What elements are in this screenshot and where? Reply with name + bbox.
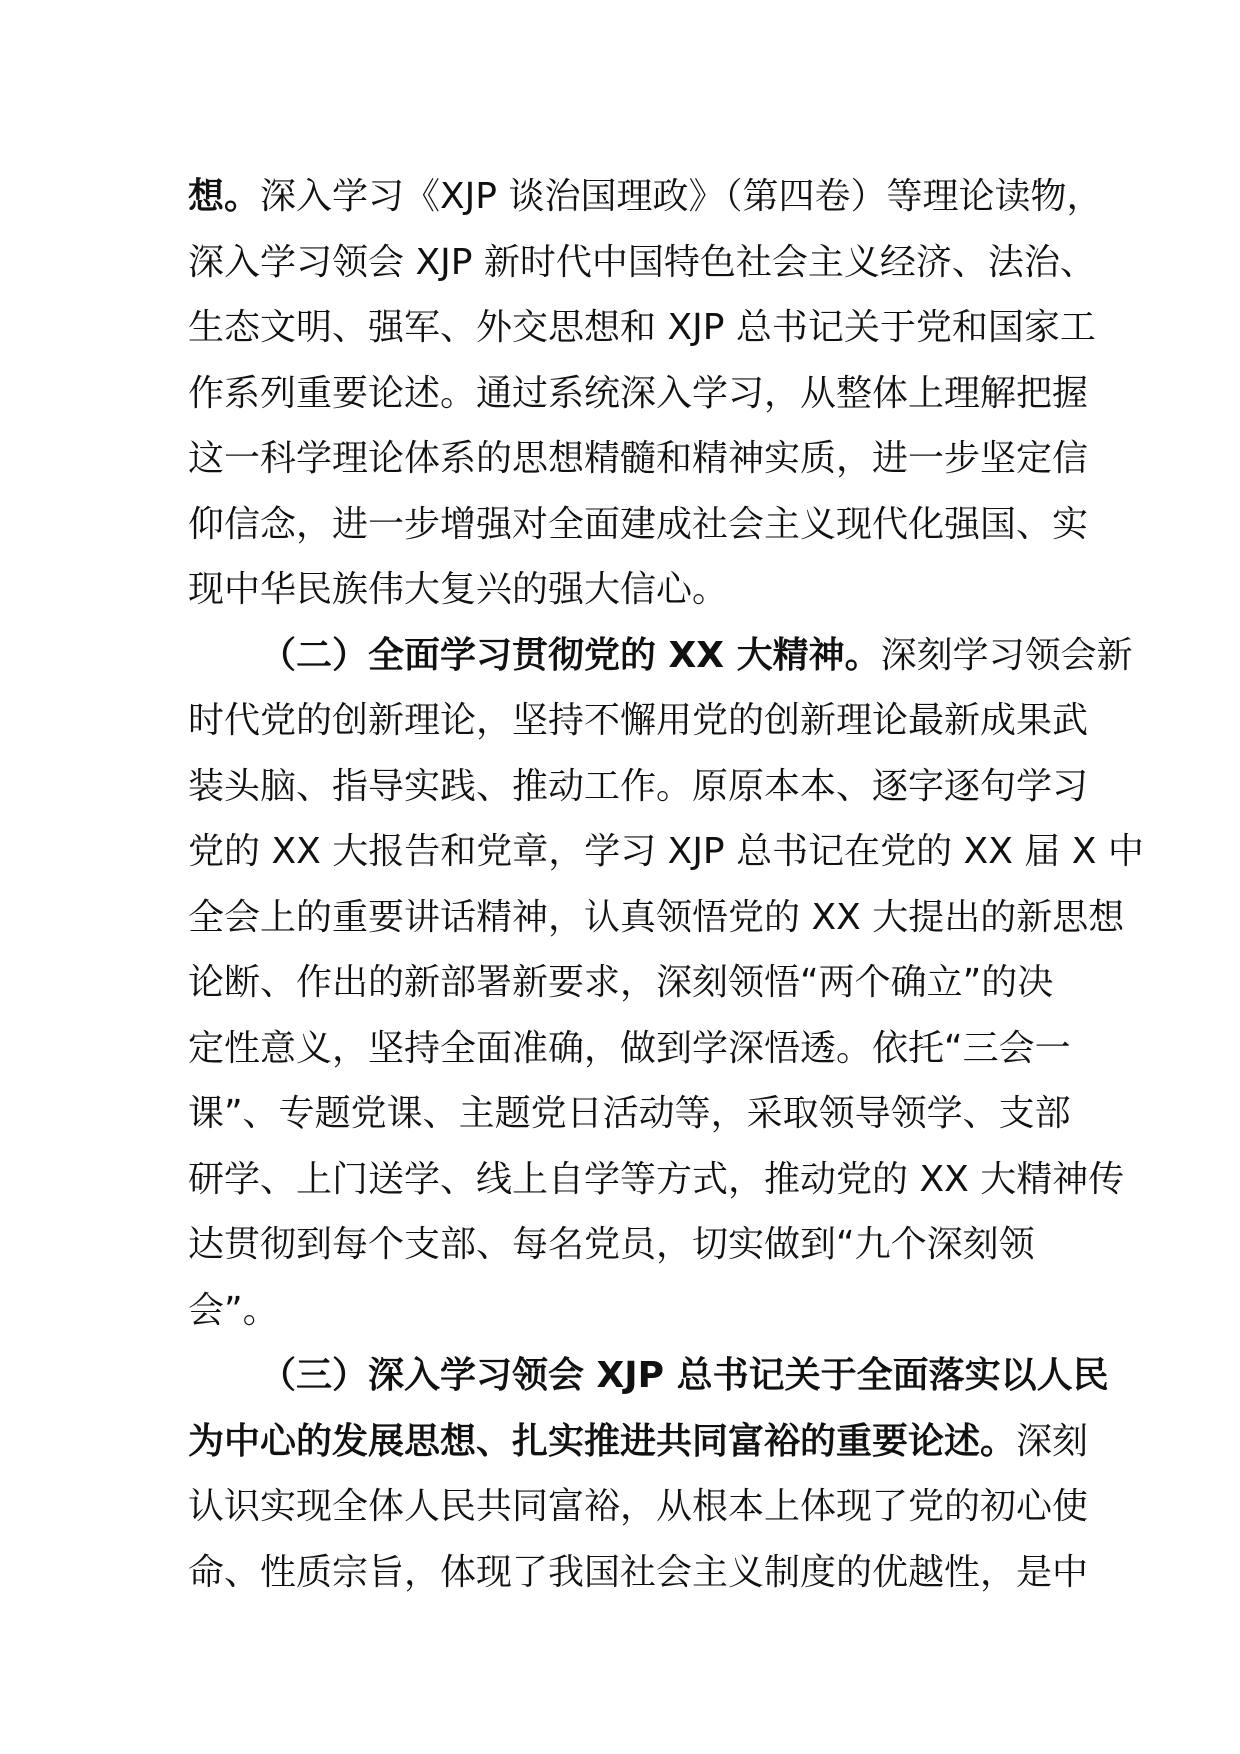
paragraph-1-line: 生态文明、强军、外交思想和 XJP 总书记关于党和国家工 [188,307,1096,348]
document-body [188,164,1144,1605]
paragraph-3-line: 认识实现全体人民共同富裕，从根本上体现了党的初心使 [188,1486,1089,1527]
paragraph-2-line: 课”、专题党课、主题党日活动等，采取领导领学、支部 [188,1093,1071,1134]
paragraph-3-line-2-text: 深刻 [1016,1420,1089,1462]
paragraph-2-heading: （二）全面学习贯彻党的 XX 大精神。 [260,634,881,676]
paragraph-2-line: 全会上的重要讲话精神，认真领悟党的 XX 大提出的新思想 [188,896,1125,938]
paragraph-2-line: 定性意义，坚持全面准确，做到学深悟透。依托“三会一 [188,1027,1071,1069]
paragraph-2-line-1-text: 深刻学习领会新 [880,634,1133,676]
paragraph-2-line: 会”。 [188,1289,279,1331]
paragraph-3-heading-line-1: （三）深入学习领会 XJP 总书记关于全面落实以人民 [260,1355,1109,1396]
paragraph-1-line-1-text: 深入学习《XJP 谈治国理政》（第四卷）等理论读物， [260,176,1103,217]
paragraph-2-line: 论断、作出的新部署新要求，深刻领悟“两个确立”的决 [188,962,1054,1003]
paragraph-2-line: 时代党的创新理论，坚持不懈用党的创新理论最新成果武 [188,700,1089,741]
paragraph-1-line: 作系列重要论述。通过系统深入学习，从整体上理解把握 [188,372,1089,414]
paragraph-2-line: 达贯彻到每个支部、每名党员，切实做到“九个深刻领 [188,1224,1035,1265]
paragraph-2-line: 研学、上门送学、线上自学等方式，推动党的 XX 大精神传 [188,1158,1125,1200]
paragraph-2-line: 党的 XX 大报告和党章，学习 XJP 总书记在党的 XX 届 X 中 [188,831,1144,872]
paragraph-1-line: 这一科学理论体系的思想精髓和精神实质，进一步坚定信 [188,438,1089,479]
paragraph-1-line: 深入学习领会 XJP 新时代中国特色社会主义经济、法治、 [188,241,1096,283]
paragraph-1-bold-end: 想。 [188,176,261,217]
paragraph-2-line: 装头脑、指导实践、推动工作。原原本本、逐字逐句学习 [188,765,1089,807]
paragraph-2-line-1 [188,623,1133,689]
paragraph-3-heading-line-2: 为中心的发展思想、扎实推进共同富裕的重要论述。 [188,1420,1017,1462]
paragraph-1-line: 现中华民族伟大复兴的强大信心。 [188,569,729,610]
paragraph-3-line: 命、性质宗旨，体现了我国社会主义制度的优越性，是中 [188,1551,1089,1593]
paragraph-3-line-2 [188,1409,1089,1475]
paragraph-1-line: 仰信念，进一步增强对全面建成社会主义现代化强国、实 [188,503,1089,545]
paragraph-1-line-1 [188,164,1103,230]
